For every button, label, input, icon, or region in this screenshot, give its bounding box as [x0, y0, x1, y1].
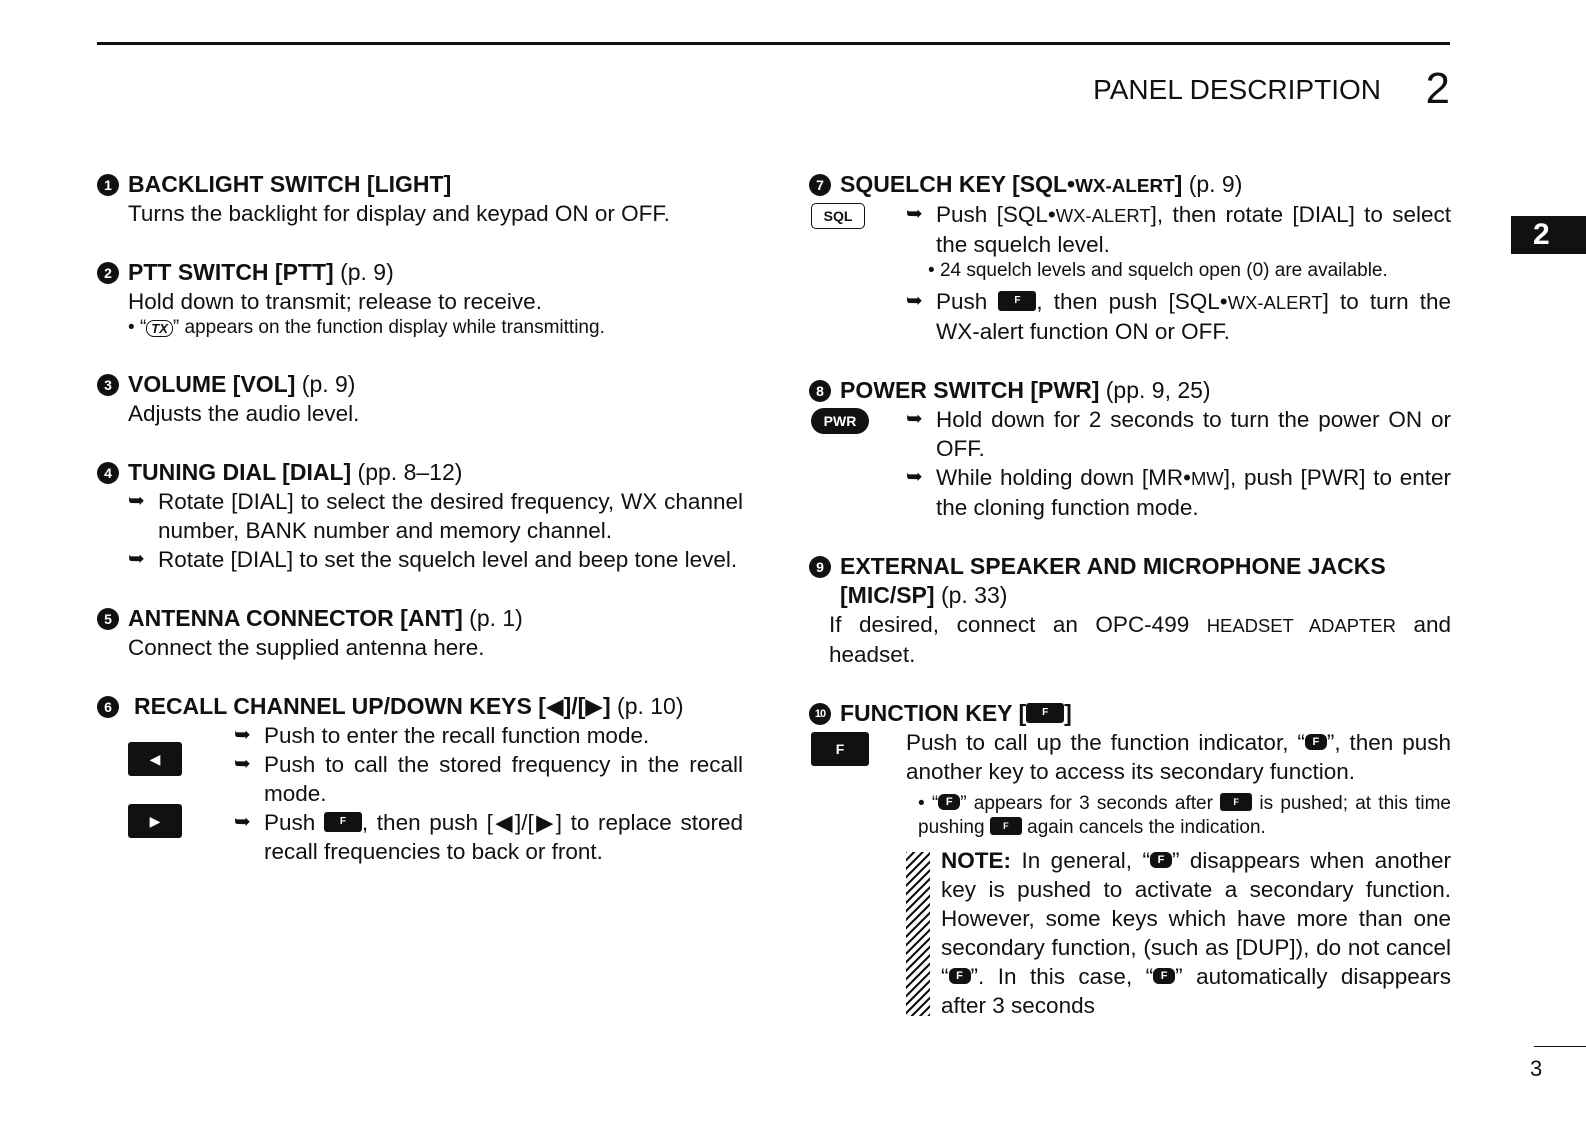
title-text: PTT SWITCH [PTT]: [128, 259, 334, 285]
note-box: [906, 846, 1451, 1020]
item-volume: [97, 370, 743, 428]
f-key-icon: F: [998, 291, 1036, 311]
note-text: 24 squelch levels and squelch open (0) are available.: [939, 260, 1388, 281]
item-title: [809, 552, 1451, 610]
f-indicator-icon: F: [949, 968, 971, 984]
item-function-key: [809, 699, 1451, 1020]
bullet-text: , then push [SQL•: [1036, 289, 1228, 314]
page-ref: (p. 9): [1182, 171, 1243, 197]
arrow-bullet-line: [234, 808, 743, 866]
page-ref: (p. 9): [295, 371, 356, 397]
page-ref: (pp. 8–12): [351, 459, 463, 485]
item-title: [97, 692, 743, 721]
arrow-bullet-line: [906, 463, 1451, 522]
arrow-bullet-icon: ➥: [906, 408, 923, 430]
arrow-bullet-icon: ➥: [906, 203, 923, 225]
f-key-large-icon: F: [811, 732, 869, 766]
tx-indicator-icon: TX: [146, 320, 173, 337]
bullet-text: , then push [◀]/[▶] to replace stored recall frequencies to back or front.: [264, 810, 743, 864]
arrow-bullet-icon: ➥: [906, 466, 923, 488]
bullet-text: Push: [264, 810, 324, 835]
function-body: [809, 728, 1451, 840]
bullet-text: ], then rotate [DIAL] to select the squelch level.: [936, 202, 1452, 257]
item-title: [97, 604, 743, 633]
number-badge: 3: [97, 374, 119, 396]
note-text: “: [139, 317, 147, 338]
title-part: ]: [1064, 700, 1072, 726]
body-text: HEADSET ADAPTER: [1206, 615, 1396, 636]
f-indicator-icon: F: [1305, 734, 1327, 750]
note-text: ” appears on the function display while transmitting.: [172, 317, 605, 338]
bullet-text: WX-ALERT: [1227, 292, 1323, 313]
body-text: If desired, connect an OPC-499: [829, 612, 1207, 637]
page-number: 3: [1530, 1056, 1543, 1081]
number-badge: 5: [97, 608, 119, 630]
page-ref: (p. 33): [934, 582, 1008, 608]
item-body: [809, 610, 1451, 669]
f-key-icon: F: [1220, 793, 1252, 811]
item-note: [906, 259, 1451, 283]
page-header-title: PANEL DESCRIPTION: [1093, 74, 1381, 105]
top-rule: [97, 42, 1450, 45]
number-badge: 8: [809, 380, 831, 402]
item-antenna-connector: [97, 604, 743, 662]
body-text: Push to call up the function indicator, “: [906, 730, 1305, 755]
note-label: NOTE:: [941, 848, 1011, 873]
f-indicator-icon: F: [1150, 852, 1172, 868]
bullet-text: Rotate [DIAL] to set the squelch level and beep tone level.: [158, 547, 738, 572]
bullet-text: Push to call the stored frequency in the recall mode.: [264, 752, 743, 806]
title-text: TUNING DIAL [DIAL]: [128, 459, 352, 485]
number-badge: 9: [809, 556, 831, 578]
item-external-jacks: [809, 552, 1451, 669]
page-ref: (pp. 9, 25): [1099, 377, 1211, 403]
title-text: [840, 700, 1072, 726]
item-squelch-key: [809, 170, 1451, 346]
item-power-switch: [809, 376, 1451, 522]
item-body: Hold down to transmit; release to receive.: [128, 289, 542, 314]
bullet-text: Hold down for 2 seconds to turn the power ON or OFF.: [936, 407, 1451, 461]
title-text: [840, 171, 1182, 197]
note-text: ” disappears when another key is pushed to activate a secondary function. However, some keys which have more than one secondary function, (such as [DUP]), do not cancel “: [941, 848, 1451, 989]
chapter-side-tab: 2: [1511, 216, 1586, 254]
bullet-text: ] to turn the WX-alert function ON or OFF.: [936, 289, 1451, 344]
number-badge: 2: [97, 262, 119, 284]
number-badge: 1: [97, 174, 119, 196]
f-indicator-icon: F: [938, 794, 960, 810]
note-text: ” appears for 3 seconds after: [960, 793, 1221, 814]
f-key-icon: F: [1026, 703, 1064, 723]
bullet: •: [928, 260, 935, 281]
body-text: and headset.: [829, 612, 1451, 667]
item-body: Adjusts the audio level.: [128, 401, 360, 426]
item-title: [97, 258, 743, 287]
body-text: ”, then push another key to access its secondary function.: [906, 730, 1452, 784]
bullet-text: WX-ALERT: [1055, 205, 1151, 226]
bullet: •: [918, 793, 925, 814]
item-note: [97, 316, 743, 340]
item-title: [97, 458, 743, 487]
item-body: Turns the backlight for display and keypad ON or OFF.: [128, 201, 670, 226]
note-text: again cancels the indication.: [1021, 817, 1266, 838]
title-part: FUNCTION KEY [: [840, 700, 1027, 726]
title-part: WX-ALERT: [1075, 175, 1175, 196]
arrow-bullet-line: [234, 721, 743, 750]
title-text: ANTENNA CONNECTOR [ANT]: [128, 605, 463, 631]
arrow-bullet-line: [906, 287, 1451, 346]
title-text: BACKLIGHT SWITCH [LIGHT]: [128, 171, 452, 197]
arrow-bullet-icon: ➥: [906, 290, 923, 312]
arrow-bullet-line: [128, 487, 743, 545]
item-title: [97, 170, 743, 199]
bullet-text: ], push [PWR] to enter the cloning function mode.: [936, 465, 1451, 520]
number-badge: 6: [97, 696, 119, 718]
item-title: [809, 376, 1451, 405]
title-text: RECALL CHANNEL UP/DOWN KEYS [◀]/[▶]: [134, 693, 611, 719]
f-key-icon: F: [324, 812, 362, 832]
item-ptt-switch: [97, 258, 743, 340]
squelch-body: [809, 200, 1451, 346]
left-column: [97, 170, 743, 896]
arrow-bullet-icon: ➥: [234, 753, 251, 775]
arrow-bullet-line: [906, 405, 1451, 463]
number-badge: 4: [97, 462, 119, 484]
item-note: [906, 792, 1451, 840]
title-text: VOLUME [VOL]: [128, 371, 296, 397]
title-part: ]: [1174, 171, 1183, 197]
item-body: [97, 487, 743, 574]
recall-body: [128, 721, 743, 866]
number-badge: 10: [809, 703, 831, 725]
number-badge: 7: [809, 174, 831, 196]
page-ref: (p. 10): [610, 693, 684, 719]
bullet-text: Push to enter the recall function mode.: [264, 723, 650, 748]
item-title: [809, 170, 1451, 200]
title-part: SQUELCH KEY [SQL•: [840, 171, 1076, 197]
hatch-bar: [906, 852, 930, 1016]
item-tuning-dial: [97, 458, 743, 574]
arrow-bullet-line: [128, 545, 743, 574]
item-backlight-switch: [97, 170, 743, 228]
arrow-bullet-line: [234, 750, 743, 808]
item-body: Connect the supplied antenna here.: [128, 635, 485, 660]
bullet-text: Push: [936, 289, 999, 314]
page-ref: (p. 1): [462, 605, 523, 631]
arrow-bullet-line: [906, 200, 1451, 259]
chapter-number: 2: [1425, 64, 1450, 113]
right-column: [809, 170, 1451, 1050]
bullet-text: While holding down [MR•: [936, 465, 1191, 490]
sql-key-icon: SQL: [811, 203, 865, 229]
bullet: •: [128, 317, 135, 338]
arrow-bullet-icon: ➥: [128, 548, 145, 570]
bullet-text: MW: [1190, 468, 1224, 489]
title-text: EXTERNAL SPEAKER AND MICROPHONE JACKS [MIC/SP]: [840, 553, 1386, 608]
power-body: [809, 405, 1451, 522]
f-indicator-icon: F: [1153, 968, 1175, 984]
note-text: ” automatically disappears after 3 seconds: [941, 964, 1451, 1018]
note-text: is pushed; at this time pushing: [918, 793, 1451, 838]
note-text: ”. In this case, “: [970, 964, 1154, 989]
title-text: POWER SWITCH [PWR]: [840, 377, 1100, 403]
page-ref: (p. 9): [333, 259, 394, 285]
note-text: “: [931, 793, 939, 814]
item-recall-channel-keys: [97, 692, 743, 866]
pwr-key-icon: PWR: [811, 408, 869, 434]
item-title: [809, 699, 1451, 728]
note-text: In general, “: [1011, 848, 1150, 873]
right-key-icon: ▶: [128, 804, 182, 838]
bullet-text: Rotate [DIAL] to select the desired frequency, WX channel number, BANK number and memory channel.: [158, 489, 743, 543]
f-key-icon: F: [990, 817, 1022, 835]
item-title: [97, 370, 743, 399]
arrow-bullet-icon: ➥: [234, 811, 251, 833]
bullet-text: Push [SQL•: [936, 202, 1056, 227]
left-key-icon: ◀: [128, 742, 182, 776]
page-number-rule: [1534, 1046, 1586, 1047]
arrow-bullet-icon: ➥: [128, 490, 145, 512]
arrow-bullet-icon: ➥: [234, 724, 251, 746]
